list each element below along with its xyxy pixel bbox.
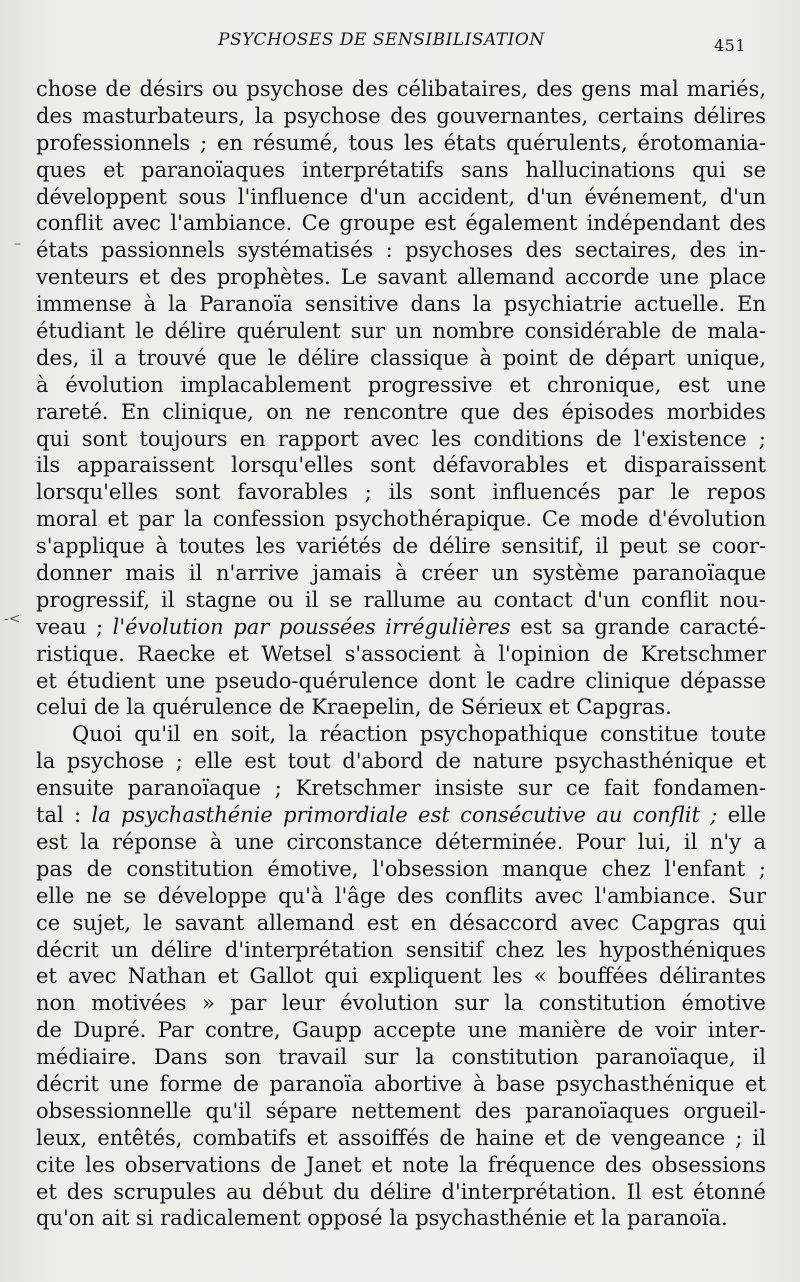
text-line: venteurs et des prophètes. Le savant allemand accorde une place xyxy=(36,265,766,290)
text-line: est la réponse à une circonstance déterminée. Pour lui, il n'y a xyxy=(36,829,766,854)
text-run: est sa grande caracté- xyxy=(510,614,766,639)
text-line: immense à la Paranoïa sensitive dans la psychiatrie actuelle. En xyxy=(36,292,766,317)
text-line: de Dupré. Par contre, Gaupp accepte une manière de voir inter- xyxy=(36,1018,766,1043)
italic-emphasis: l'évolution par poussées irrégulières xyxy=(112,614,511,639)
text-line: états passionnels systématisés : psychoses des sectaires, des in- xyxy=(36,238,766,263)
text-line: progressif, il stagne ou il se rallume au contact d'un conflit nou- xyxy=(36,587,766,612)
text-line: elle ne se développe qu'à l'âge des conflits avec l'ambiance. Sur xyxy=(36,883,766,908)
text-line: développent sous l'influence d'un accident, d'un événement, d'un xyxy=(36,184,766,209)
text-run: elle xyxy=(717,803,766,828)
italic-emphasis: la psychasthénie primordiale est consécutive au conflit ; xyxy=(91,803,718,828)
text-line: pas de constitution émotive, l'obsession manque chez l'enfant ; xyxy=(36,856,766,881)
text-line: et étudient une pseudo-quérulence dont le cadre clinique dépasse xyxy=(36,668,766,693)
text-line: ils apparaissent lorsqu'elles sont défavorables et disparaissent xyxy=(36,453,766,478)
text-line: qu'on ait si radicalement opposé la psychasthénie et la paranoïa. xyxy=(36,1206,728,1231)
text-line: étudiant le délire quérulent sur un nombre considérable de mala- xyxy=(36,319,766,344)
text-line: qui sont toujours en rapport avec les conditions de l'existence ; xyxy=(36,426,766,451)
margin-dash-mark: – xyxy=(14,236,21,252)
body-text xyxy=(36,76,766,1232)
paragraph xyxy=(36,76,766,721)
text-line: chose de désirs ou psychose des célibataires, des gens mal mariés, xyxy=(36,77,766,101)
running-title: PSYCHOSES DE SENSIBILISATION xyxy=(218,30,545,50)
text-line: à évolution implacablement progressive et chronique, est une xyxy=(36,372,766,397)
paragraph xyxy=(36,721,766,1232)
text-line: celui de la quérulence de Kraepelin, de Sérieux et Capgras. xyxy=(36,695,672,720)
text-line: décrit une forme de paranoïa abortive à base psychasthénique et xyxy=(36,1071,766,1096)
text-line: leux, entêtés, combatifs et assoiffés de haine et de vengeance ; il xyxy=(36,1125,766,1150)
text-line: la psychose ; elle est tout d'abord de nature psychasthénique et xyxy=(36,749,766,774)
running-head xyxy=(0,30,800,54)
text-line: s'applique à toutes les variétés de délire sensitif, il peut se coor- xyxy=(36,534,766,559)
text-line: ensuite paranoïaque ; Kretschmer insiste sur ce fait fondamen- xyxy=(36,776,766,801)
text-line: des, il a trouvé que le délire classique à point de départ unique, xyxy=(36,345,766,370)
text-line-with-italic xyxy=(36,614,766,641)
text-line: et avec Nathan et Gallot qui expliquent les « bouffées délirantes xyxy=(36,964,766,989)
text-line: conflit avec l'ambiance. Ce groupe est également indépendant des xyxy=(36,211,766,236)
text-line: décrit un délire d'interprétation sensitif chez les hyposthéniques xyxy=(36,937,766,962)
text-line: des masturbateurs, la psychose des gouvernantes, certains délires xyxy=(36,103,766,128)
text-line: médiaire. Dans son travail sur la constitution paranoïaque, il xyxy=(36,1045,766,1070)
text-line: moral et par la confession psychothérapique. Ce mode d'évolution xyxy=(36,507,766,532)
text-line-with-italic xyxy=(36,802,766,829)
text-run: tal : xyxy=(36,803,92,828)
text-line: ques et paranoïaques interprétatifs sans hallucinations qui se xyxy=(36,157,766,182)
text-line: non motivées » par leur évolution sur la constitution émotive xyxy=(36,991,766,1016)
text-line: ce sujet, le savant allemand est en désaccord avec Capgras qui xyxy=(36,910,766,935)
text-line: ristique. Raecke et Wetsel s'associent à l'opinion de Kretschmer xyxy=(36,641,766,666)
text-line: professionnels ; en résumé, tous les états quérulents, érotomania- xyxy=(36,130,766,155)
text-line: rareté. En clinique, on ne rencontre que des épisodes morbides xyxy=(36,399,766,424)
text-run: veau ; xyxy=(36,614,113,639)
text-line: lorsqu'elles sont favorables ; ils sont influencés par le repos xyxy=(36,480,766,505)
text-line: obsessionnelle qu'il sépare nettement des paranoïaques orgueil- xyxy=(36,1098,766,1123)
text-line: Quoi qu'il en soit, la réaction psychopathique constitue toute xyxy=(72,722,766,747)
text-line: et des scrupules au début du délire d'interprétation. Il est étonné xyxy=(36,1179,766,1204)
text-line: donner mais il n'arrive jamais à créer un système paranoïaque xyxy=(36,561,766,586)
text-line: cite les observations de Janet et note la fréquence des obsessions xyxy=(36,1152,766,1177)
margin-pencil-mark: -< xyxy=(4,611,21,627)
page-number: 451 xyxy=(714,36,747,55)
